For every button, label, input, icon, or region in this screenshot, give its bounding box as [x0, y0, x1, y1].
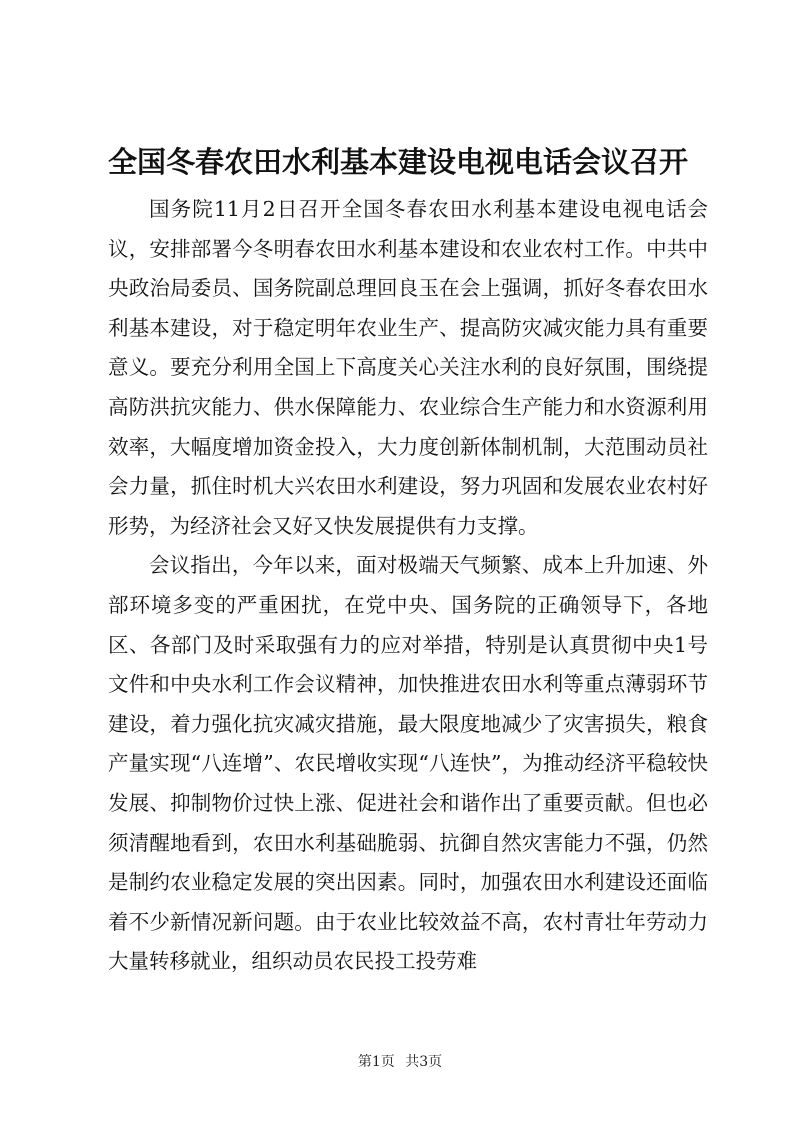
page-footer	[0, 1052, 800, 1072]
paragraph-2: 会议指出，今年以来，面对极端天气频繁、成本上升加速、外部环境多变的严重困扰，在党中央、国务院的正确领导下，各地区、各部门及时采取强有力的应对举措，特别是认真贯彻中央1号文件和中央水利工作会议精神，加快推进农田水利等重点薄弱环节建设，着力强化抗灾减灾措施，最大限度地减少了灾害损失，粮食产量实现“八连增”、农民增收实现“八连快”，为推动经济平稳较快发展、抑制物价过快上涨、促进社会和谐作出了重要贡献。但也必须清醒地看到，农田水利基础脆弱、抗御自然灾害能力不强，仍然是制约农业稳定发展的突出因素。同时，加强农田水利建设还面临着不少新情况新问题。由于农业比较效益不高，农村青壮年劳动力大量转移就业，组织动员农民投工投劳难	[108, 553, 708, 974]
paragraph-1: 国务院11月2日召开全国冬春农田水利基本建设电视电话会议，安排部署今冬明春农田水利基本建设和农业农村工作。中共中央政治局委员、国务院副总理回良玉在会上强调，抓好冬春农田水利基本建设，对于稳定明年农业生产、提高防灾减灾能力具有重要意义。要充分利用全国上下高度关心关注水利的良好氛围，围绕提高防洪抗灾能力、供水保障能力、农业综合生产能力和水资源利用效率，大幅度增加资金投入，大力度创新体制机制，大范围动员社会力量，抓住时机大兴农田水利建设，努力巩固和发展农业农村好形势，为经济社会又好又快发展提供有力支撑。	[108, 197, 708, 538]
page-number: 第1页	[357, 1054, 395, 1070]
document-body	[108, 190, 708, 982]
page-total: 共3页	[405, 1054, 443, 1070]
page-title: 全国冬春农田水利基本建设电视电话会议召开	[108, 145, 689, 179]
